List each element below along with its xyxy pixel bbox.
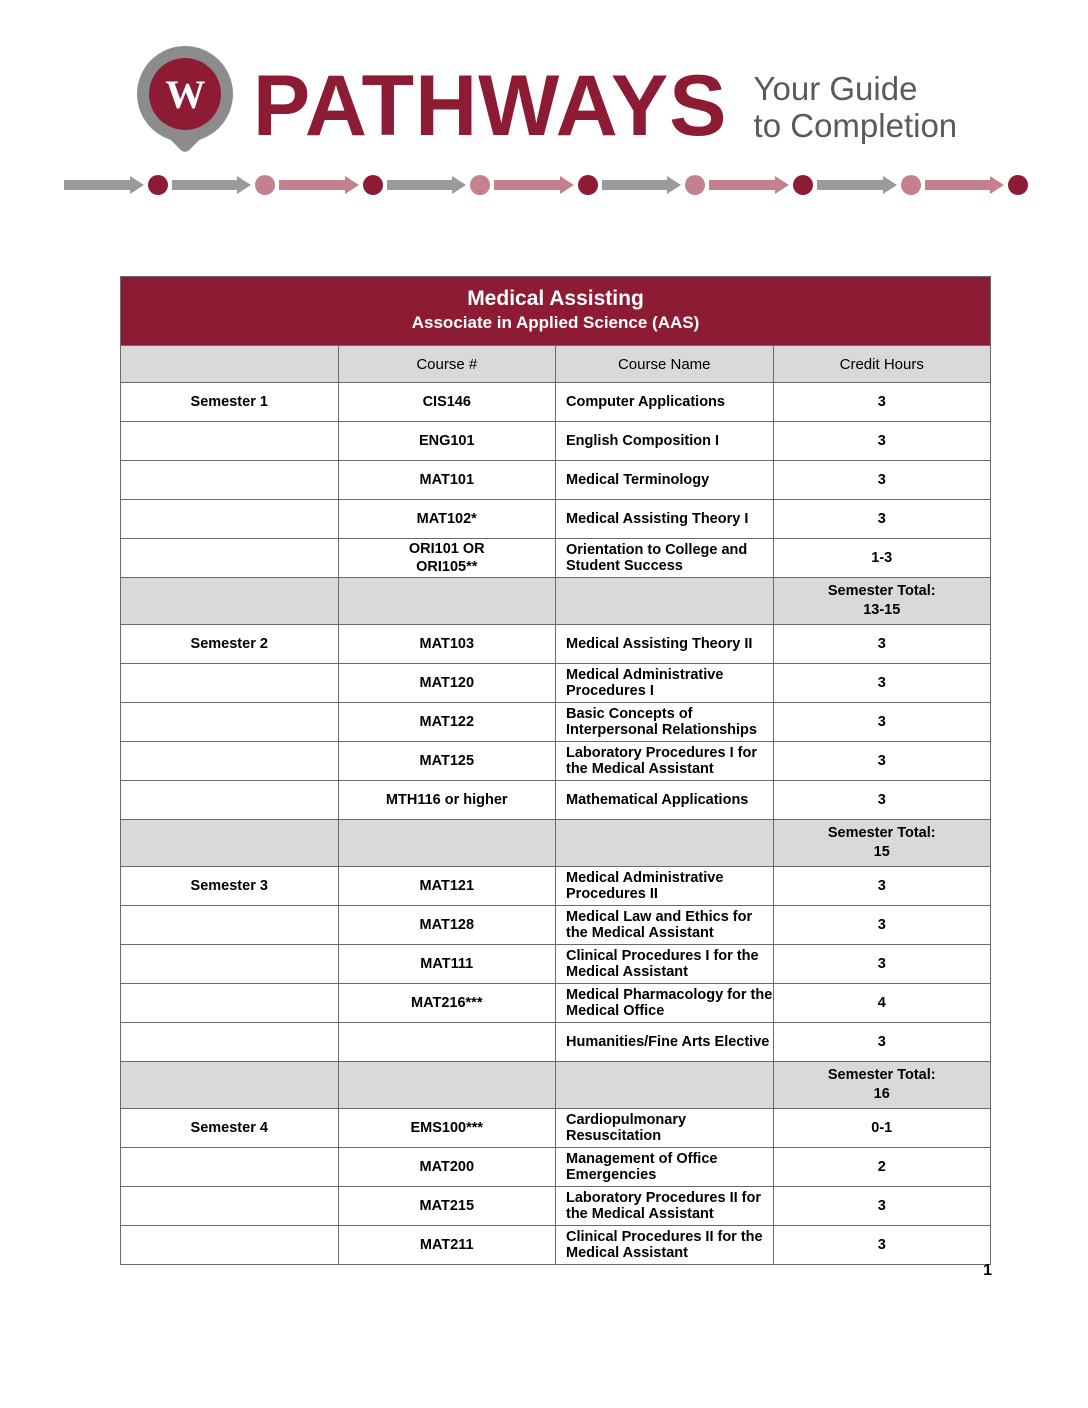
table-row	[121, 945, 991, 984]
table-row	[121, 461, 991, 500]
arrow-segment	[494, 180, 574, 190]
course-name: Medical Pharmacology for the Medical Office	[556, 984, 774, 1023]
semester-label	[121, 703, 339, 742]
course-name: Mathematical Applications	[556, 781, 774, 820]
tagline-line-1: Your Guide	[753, 70, 918, 108]
credit-hours: 3	[773, 461, 991, 500]
course-code-line-2: ORI105**	[416, 559, 478, 576]
credit-hours: 3	[773, 945, 991, 984]
semester-label	[121, 984, 339, 1023]
table-row	[121, 383, 991, 422]
course-code	[338, 1023, 556, 1062]
semester-label	[121, 539, 339, 578]
course-name: English Composition I	[556, 422, 774, 461]
course-code	[338, 539, 556, 578]
course-code: MAT102*	[338, 500, 556, 539]
credit-hours: 3	[773, 703, 991, 742]
course-code: MAT125	[338, 742, 556, 781]
semester-total	[773, 578, 991, 625]
arrow-dot	[470, 175, 490, 195]
semester-label	[121, 1226, 339, 1265]
semester-label-empty	[121, 1062, 339, 1109]
course-code-line-1	[339, 540, 556, 559]
semester-label-empty	[121, 578, 339, 625]
credit-hours: 0-1	[773, 1109, 991, 1148]
course-code: MAT121	[338, 867, 556, 906]
page-number: 1	[983, 1262, 992, 1279]
semester-label	[121, 742, 339, 781]
credit-hours: 3	[773, 383, 991, 422]
column-header-course-name: Course Name	[556, 346, 774, 383]
arrow-dot	[255, 175, 275, 195]
column-header-semester	[121, 346, 339, 383]
course-code-empty	[338, 1062, 556, 1109]
arrow-segment	[387, 180, 467, 190]
credit-hours: 4	[773, 984, 991, 1023]
semester-label	[121, 1023, 339, 1062]
semester-label	[121, 781, 339, 820]
semester-total-value: 15	[873, 844, 890, 861]
semester-total	[773, 1062, 991, 1109]
course-code: ENG101	[338, 422, 556, 461]
course-code: MAT128	[338, 906, 556, 945]
arrow-dot	[685, 175, 705, 195]
wallace-w-monogram: W	[149, 58, 221, 130]
semester-total-row	[121, 820, 991, 867]
table-title-row	[121, 277, 991, 346]
pathway-table	[120, 276, 991, 1265]
arrow-segment	[279, 180, 359, 190]
credit-hours: 1-3	[773, 539, 991, 578]
course-name: Cardiopulmonary Resuscitation	[556, 1109, 774, 1148]
course-code: MAT122	[338, 703, 556, 742]
program-title-cell	[121, 277, 991, 346]
arrow-dot	[363, 175, 383, 195]
arrow-dot	[901, 175, 921, 195]
semester-label: Semester 1	[121, 383, 339, 422]
semester-total-value: 16	[873, 1086, 890, 1103]
credit-hours: 3	[773, 625, 991, 664]
arrow-dot	[148, 175, 168, 195]
semester-total-label: Semester Total:	[827, 824, 936, 841]
table-row	[121, 539, 991, 578]
course-name-empty	[556, 820, 774, 867]
course-name: Basic Concepts of Interpersonal Relationships	[556, 703, 774, 742]
semester-label	[121, 906, 339, 945]
course-name: Laboratory Procedures I for the Medical Assistant	[556, 742, 774, 781]
credit-hours: 3	[773, 1187, 991, 1226]
course-name-empty	[556, 1062, 774, 1109]
credit-hours: 2	[773, 1148, 991, 1187]
course-name: Orientation to College and Student Success	[556, 539, 774, 578]
credit-hours: 3	[773, 664, 991, 703]
course-code: CIS146	[338, 383, 556, 422]
arrow-dot	[1008, 175, 1028, 195]
course-code: MAT111	[338, 945, 556, 984]
course-code: MAT101	[338, 461, 556, 500]
table-row	[121, 742, 991, 781]
table-row	[121, 867, 991, 906]
course-code: EMS100***	[338, 1109, 556, 1148]
semester-label	[121, 461, 339, 500]
table-header-row	[121, 346, 991, 383]
pathways-logo	[60, 44, 1028, 162]
semester-label: Semester 3	[121, 867, 339, 906]
semester-total-row	[121, 1062, 991, 1109]
table-row	[121, 1226, 991, 1265]
credit-hours: 3	[773, 867, 991, 906]
credit-hours: 3	[773, 422, 991, 461]
table-row	[121, 625, 991, 664]
semester-total-label: Semester Total:	[827, 582, 936, 599]
semester-label	[121, 1148, 339, 1187]
arrow-dot	[793, 175, 813, 195]
course-name: Clinical Procedures II for the Medical Assistant	[556, 1226, 774, 1265]
table-row	[121, 984, 991, 1023]
arrow-segment	[172, 180, 252, 190]
semester-total-label: Semester Total:	[827, 1066, 936, 1083]
course-code: MAT216***	[338, 984, 556, 1023]
semester-label	[121, 945, 339, 984]
pathways-wordmark: PATHWAYS	[252, 58, 728, 154]
location-pin-icon	[131, 44, 239, 162]
page-subtitle: Associate in Applied Science (AAS)	[411, 313, 700, 333]
course-name: Medical Assisting Theory I	[556, 500, 774, 539]
logo-tagline	[754, 71, 958, 145]
credit-hours: 3	[773, 742, 991, 781]
arrow-segment	[709, 180, 789, 190]
course-code-empty	[338, 578, 556, 625]
semester-label: Semester 2	[121, 625, 339, 664]
column-header-credit-hours: Credit Hours	[773, 346, 991, 383]
semester-total-value: 13-15	[863, 602, 901, 619]
table-row	[121, 1109, 991, 1148]
document-header	[0, 0, 1088, 162]
semester-total-row	[121, 578, 991, 625]
table-row	[121, 500, 991, 539]
table-row	[121, 703, 991, 742]
semester-label	[121, 422, 339, 461]
course-name: Computer Applications	[556, 383, 774, 422]
course-code: MAT200	[338, 1148, 556, 1187]
arrow-segment	[64, 180, 144, 190]
course-name: Management of Office Emergencies	[556, 1148, 774, 1187]
arrow-segment	[602, 180, 682, 190]
course-code: MAT103	[338, 625, 556, 664]
semester-label	[121, 664, 339, 703]
semester-label	[121, 500, 339, 539]
semester-label-empty	[121, 820, 339, 867]
course-code-or: OR	[462, 540, 485, 557]
credit-hours: 3	[773, 1226, 991, 1265]
course-name: Medical Terminology	[556, 461, 774, 500]
course-code: MAT215	[338, 1187, 556, 1226]
course-code: MTH116 or higher	[338, 781, 556, 820]
arrow-segment	[925, 180, 1005, 190]
semester-label: Semester 4	[121, 1109, 339, 1148]
credit-hours: 3	[773, 781, 991, 820]
column-header-course-number: Course #	[338, 346, 556, 383]
course-name: Medical Administrative Procedures I	[556, 664, 774, 703]
table-row	[121, 1023, 991, 1062]
pathway-table-container	[120, 276, 990, 1265]
credit-hours: 3	[773, 500, 991, 539]
course-code-ori101: ORI101	[408, 540, 463, 557]
table-row	[121, 1148, 991, 1187]
credit-hours: 3	[773, 1023, 991, 1062]
course-name: Medical Law and Ethics for the Medical Assistant	[556, 906, 774, 945]
table-row	[121, 781, 991, 820]
decorative-arrow-strip	[60, 172, 1028, 198]
course-code-empty	[338, 820, 556, 867]
page-title: Medical Assisting	[467, 287, 644, 310]
credit-hours: 3	[773, 906, 991, 945]
semester-label	[121, 1187, 339, 1226]
table-row	[121, 422, 991, 461]
course-name: Clinical Procedures I for the Medical Assistant	[556, 945, 774, 984]
course-code: MAT120	[338, 664, 556, 703]
arrow-dot	[578, 175, 598, 195]
course-name: Humanities/Fine Arts Elective	[556, 1023, 774, 1062]
course-code: MAT211	[338, 1226, 556, 1265]
tagline-line-2: to Completion	[753, 107, 958, 144]
table-row	[121, 664, 991, 703]
course-name: Laboratory Procedures II for the Medical Assistant	[556, 1187, 774, 1226]
table-row	[121, 906, 991, 945]
semester-total	[773, 820, 991, 867]
course-name-empty	[556, 578, 774, 625]
arrow-segment	[817, 180, 897, 190]
course-name: Medical Assisting Theory II	[556, 625, 774, 664]
table-row	[121, 1187, 991, 1226]
course-name: Medical Administrative Procedures II	[556, 867, 774, 906]
